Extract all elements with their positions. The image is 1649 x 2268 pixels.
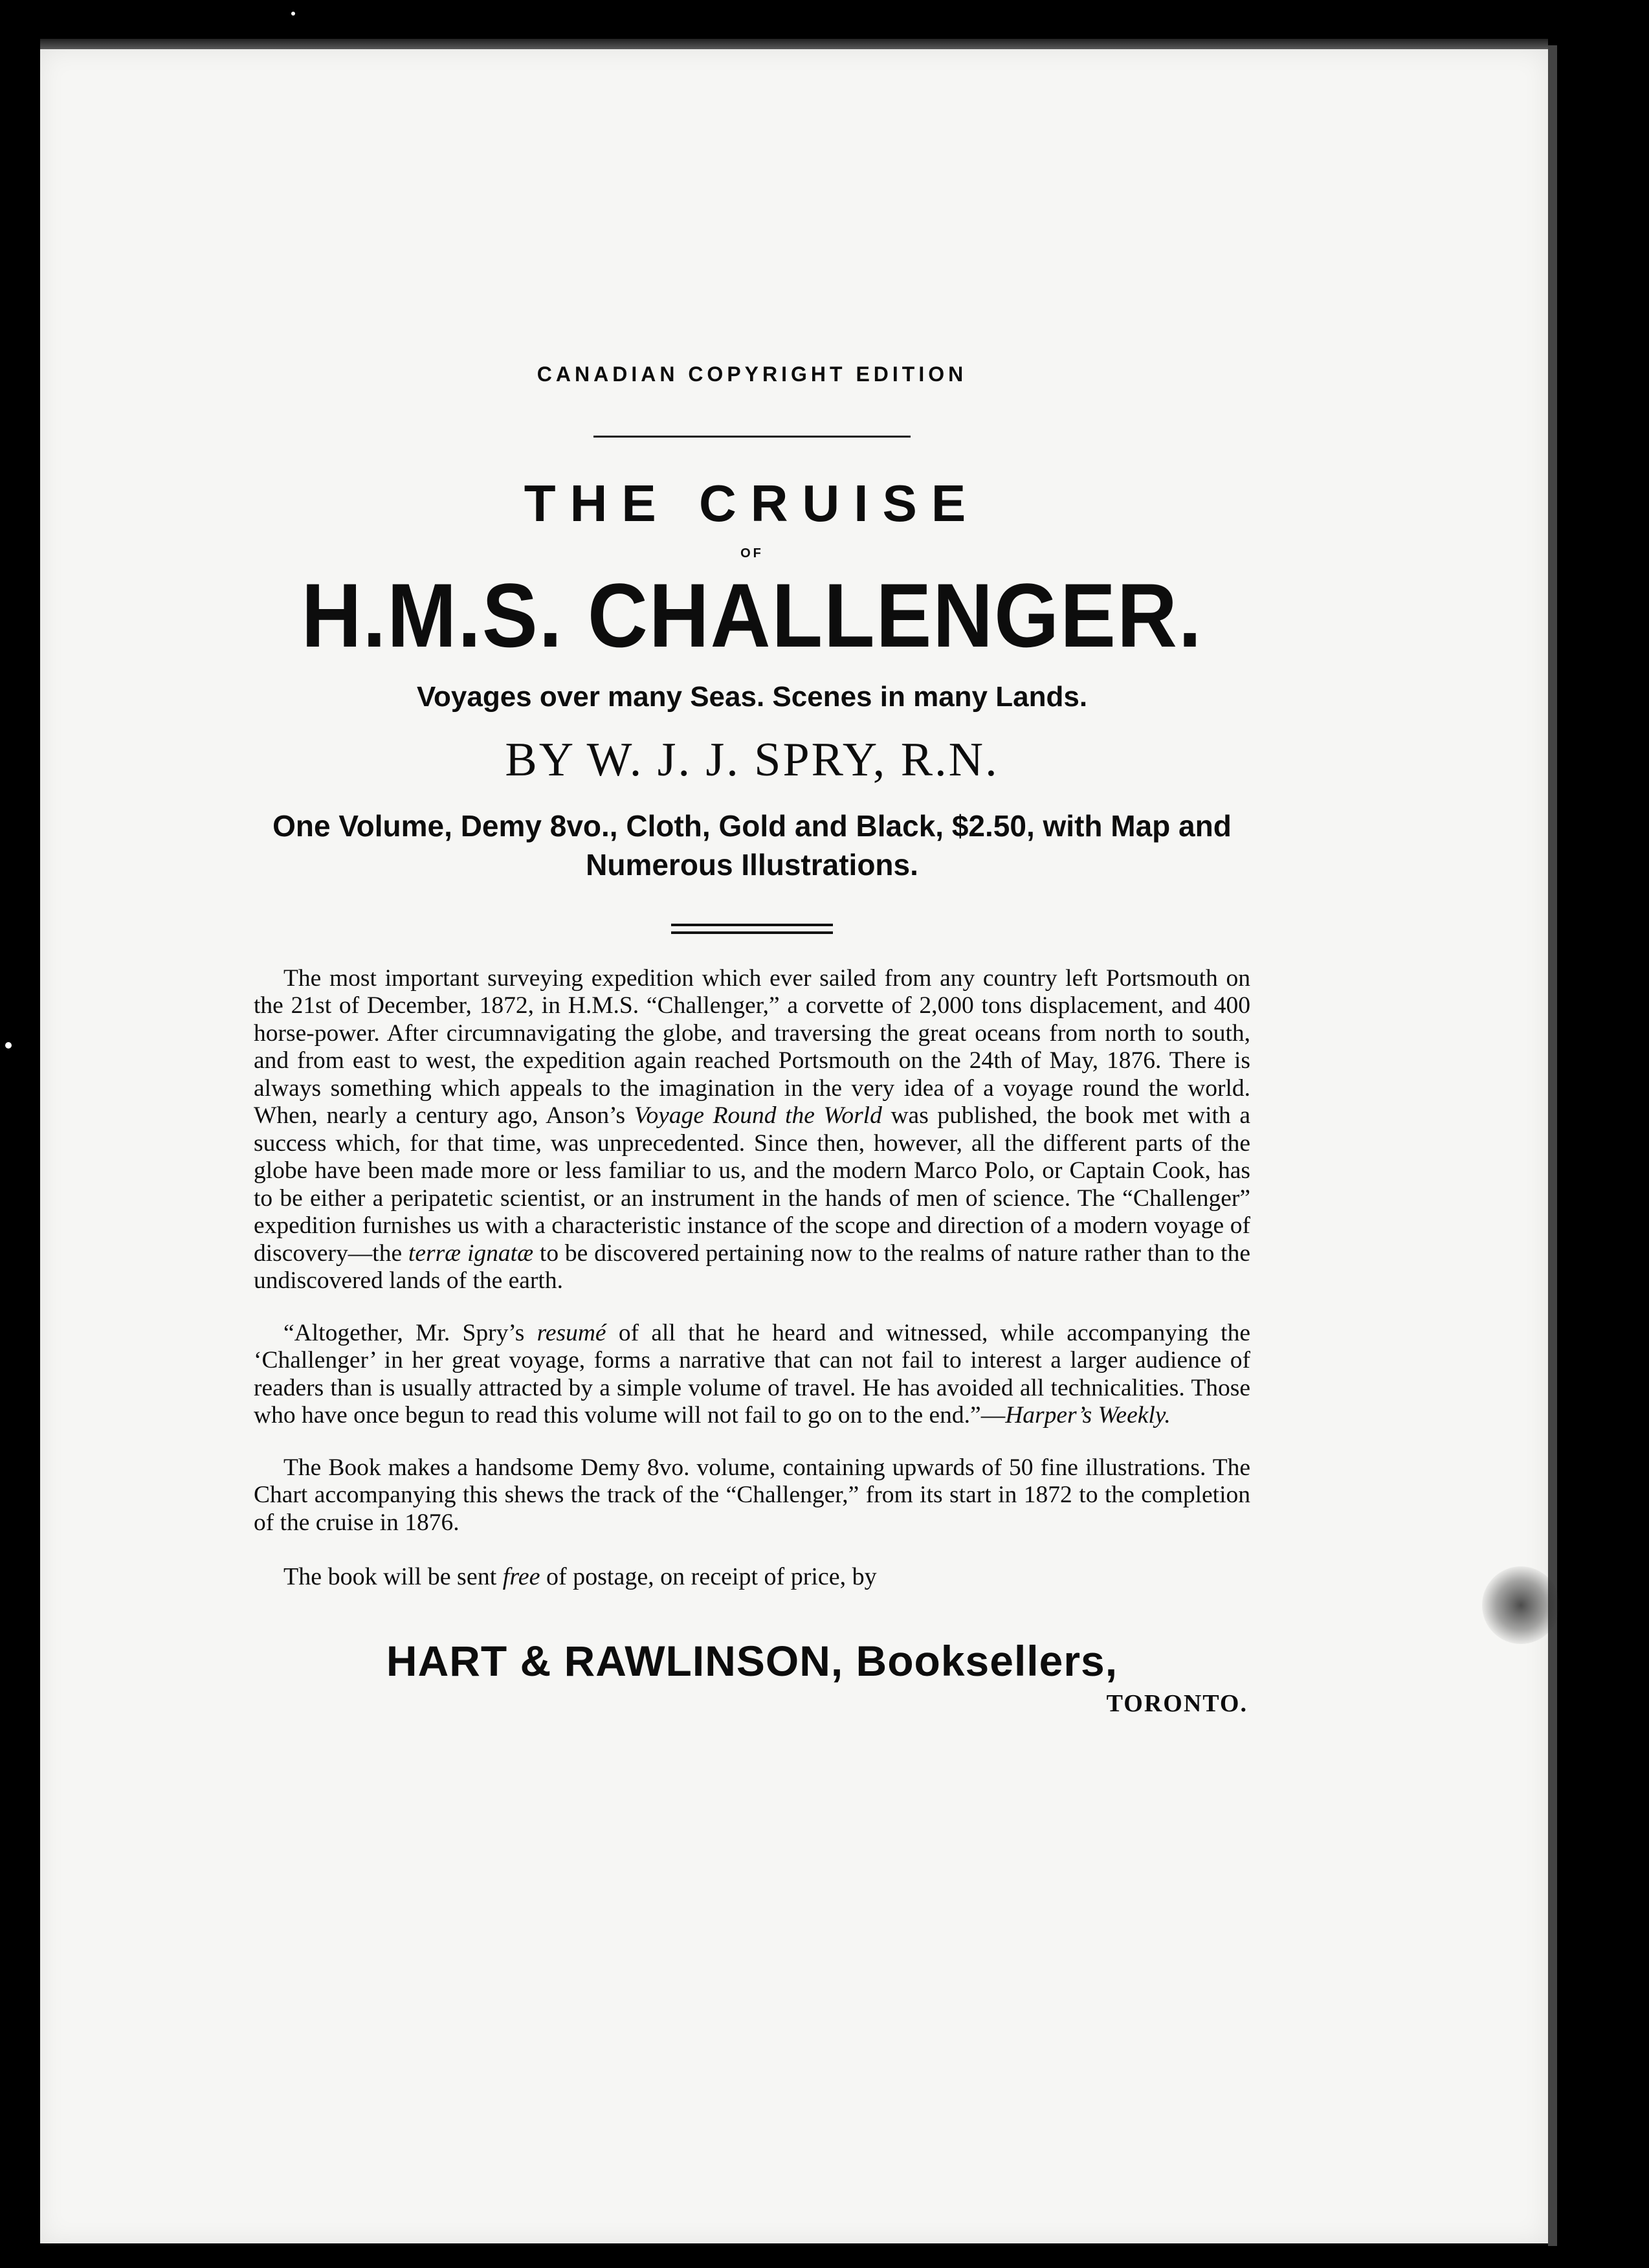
paragraph-book-description: The Book makes a handsome Demy 8vo. volume, containing upwards of 50 fine illustrations. The Chart accompanying this shews the track of the “Challenger,” from its start in 1872 to the completion of the cruise in 1876. bbox=[254, 1454, 1250, 1536]
title-of: OF bbox=[740, 546, 764, 561]
paragraph-italic-title: Voyage Round the World bbox=[634, 1102, 882, 1129]
paragraph-text: The most important surveying expedition which ever sailed from any country left Portsmouth on the 21st of December, 1872, in H.M.S. “Challenger,” a corvette of 2,000 tons displacement, and 400 horse-power. After circumnavigating the globe, and traversing the great oceans from north to south, and from east to west, the expedition again reached Portsmouth on the 24th of May, 1876. There is always something which appeals to the imagination in the very idea of a voyage round the world. When, nearly a century ago, Anson’s bbox=[254, 964, 1250, 1129]
volume-info: One Volume, Demy 8vo., Cloth, Gold and Black, $2.50, with Map and Numerous Illustrations. bbox=[272, 809, 1232, 882]
postage-text: of postage, on receipt of price, by bbox=[540, 1563, 877, 1591]
edition-label: CANADIAN COPYRIGHT EDITION bbox=[537, 362, 968, 386]
title-divider bbox=[593, 436, 911, 438]
author-line: BY W. J. J. SPRY, R.N. bbox=[505, 733, 999, 786]
quote-text: of all that he heard and witnessed, while accompanying the ‘Challenger’ in her great voyage, forms a narrative that can not fail to interest a larger audience of readers than is usually attracted by a simple volume of travel. He has avoided all technicalities. Those who have once begun to read this volume will not fail to go on to the end.”— bbox=[254, 1319, 1251, 1429]
main-title: H.M.S. CHALLENGER. bbox=[301, 564, 1203, 666]
publisher-city: TORONTO. bbox=[1106, 1690, 1248, 1718]
publisher-name: HART & RAWLINSON, Booksellers, bbox=[386, 1637, 1118, 1685]
postage-text: The book will be sent bbox=[283, 1563, 503, 1591]
quote-source: Harper’s Weekly. bbox=[1005, 1402, 1171, 1429]
quote-text: “Altogether, Mr. Spry’s bbox=[283, 1319, 537, 1346]
double-rule-divider bbox=[671, 924, 833, 934]
paragraph-text: was published, the book met with a success which, for that time, was unprecedented. Since then, however, all the different parts of the globe have been made more or less familiar to us, and the modern Marco Polo, or Captain Cook, has to be either a peripatetic scientist, or an instrument in the hands of men of science. The “Challenger” expedition furnishes us with a characteristic instance of the scope and direction of a modern voyage of discovery—the bbox=[254, 1102, 1250, 1267]
paragraph-review-quote bbox=[254, 1320, 1250, 1430]
document-content bbox=[254, 350, 1250, 1718]
subtitle: Voyages over many Seas. Scenes in many Lands. bbox=[416, 681, 1088, 713]
paragraph-italic-phrase: terræ ignatæ bbox=[408, 1240, 534, 1267]
title-line-1: THE CRUISE bbox=[524, 474, 980, 532]
paragraph-expedition bbox=[254, 965, 1250, 1295]
postage-line bbox=[254, 1562, 1250, 1591]
paragraph-text: to be discovered pertaining now to the realms of nature rather than to the undiscovered lands of the earth. bbox=[254, 1240, 1250, 1295]
scan-speck bbox=[291, 12, 295, 16]
quote-italic-word: resumé bbox=[537, 1319, 606, 1346]
scan-speck bbox=[5, 1042, 12, 1049]
body-text bbox=[254, 965, 1250, 1537]
postage-italic-word: free bbox=[502, 1563, 540, 1591]
page-right-edge bbox=[1548, 45, 1557, 2246]
ink-smudge bbox=[1482, 1566, 1560, 1644]
